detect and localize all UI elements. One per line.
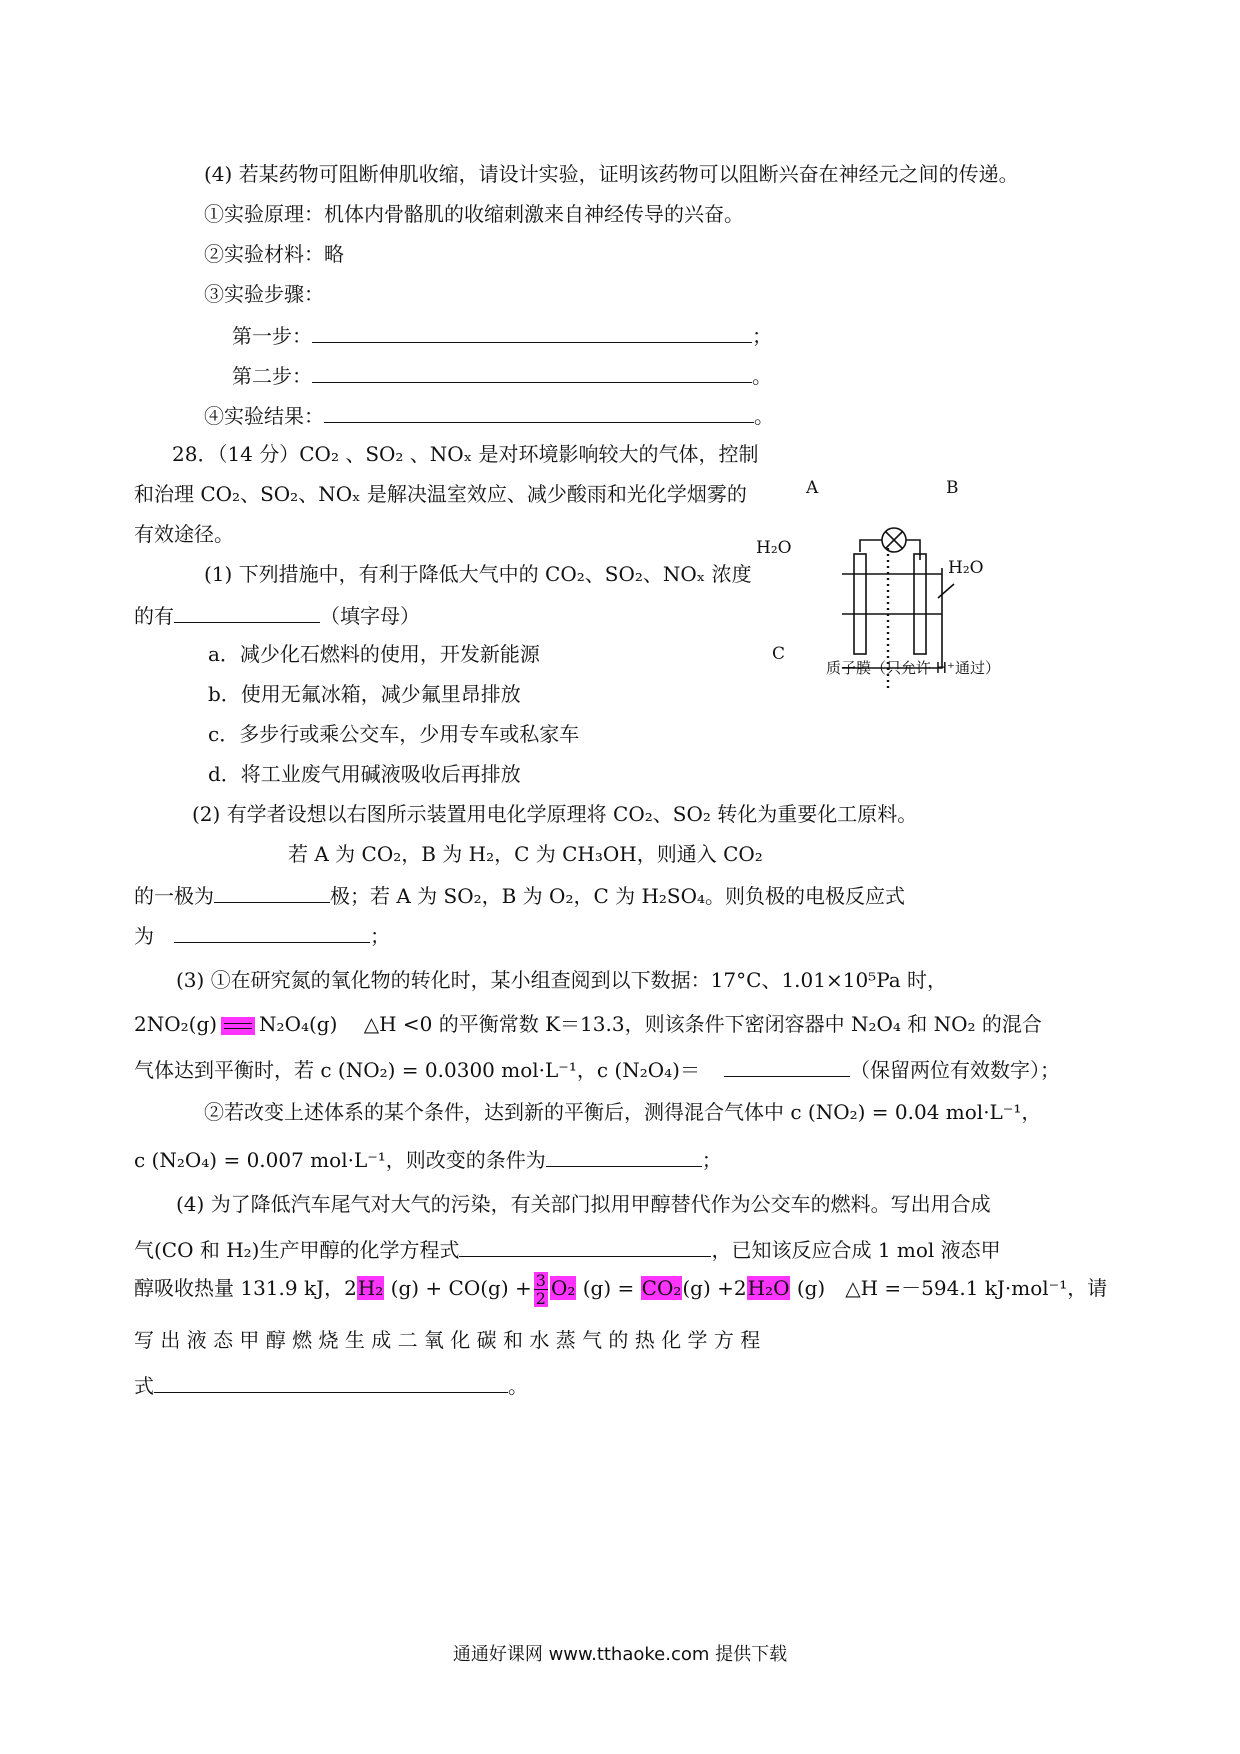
q27-step1	[232, 320, 772, 350]
q28-p3-line3	[134, 1054, 1060, 1084]
q28-intro-1: 28．（14 分）CO₂ 、SO₂ 、NOₓ 是对环境影响较大的气体，控制	[172, 442, 759, 466]
p2-mid: 极；若 A 为 SO₂，B 为 O₂，C 为 H₂SO₄。则负极的电极反应式	[330, 884, 906, 908]
label-h2o-left: H₂O	[756, 538, 792, 558]
q28-p2-line3	[134, 880, 905, 910]
p2-line4-end: ；	[370, 924, 390, 948]
p4-line2-end: ，已知该反应合成 1 mol 液态甲	[711, 1238, 1001, 1262]
option-d: d．将工业废气用碱液吸收后再排放	[208, 762, 521, 786]
step2-label: 第二步：	[232, 364, 312, 388]
p3-line3-start: 气体达到平衡时，若 c (NO₂) = 0.0300 mol·L⁻¹，c (N₂O₄)＝	[134, 1058, 700, 1082]
p4-line3-c: (g) =	[576, 1276, 641, 1300]
q27-steps-label: ③实验步骤：	[204, 282, 324, 306]
p4-line3-d: (g) +2	[682, 1276, 747, 1300]
methanol-synthesis-blank[interactable]	[459, 1234, 711, 1257]
label-b: B	[946, 478, 959, 498]
step2-answer-blank[interactable]	[312, 360, 752, 383]
q28-p1-line1: (1) 下列措施中，有利于降低大气中的 CO₂、SO₂、NOₓ 浓度	[204, 562, 752, 586]
n2o4-equation: N₂O₄(g) △H <0 的平衡常数 K＝13.3，则该条件下密闭容器中 N₂O₄ 和 NO₂ 的混合	[259, 1012, 1042, 1036]
p2-line4-prefix: 为	[134, 924, 154, 948]
q28-intro-2: 和治理 CO₂、SO₂、NOₓ 是解决温室效应、减少酸雨和光化学烟雾的	[134, 482, 747, 506]
q27-materials: ②实验材料：略	[204, 242, 344, 266]
p3-line5-end: ；	[701, 1148, 722, 1172]
q28-p1-line2	[134, 600, 420, 630]
equilibrium-arrow-icon	[221, 1017, 255, 1035]
p1-answer-blank[interactable]	[174, 600, 320, 623]
combustion-equation-blank[interactable]	[154, 1370, 508, 1393]
step1-label: 第一步：	[232, 324, 312, 348]
q28-p4-line3	[134, 1272, 1107, 1307]
p4-line5-start: 式	[134, 1374, 154, 1398]
option-b: b．使用无氟冰箱，减少氟里昂排放	[208, 682, 521, 706]
p4-line3-e: (g) △H =－594.1 kJ·mol⁻¹，请	[790, 1276, 1108, 1300]
right-wire	[906, 540, 920, 560]
label-c: C	[772, 644, 786, 664]
step2-end: 。	[752, 364, 772, 388]
p4-line2-start: 气(CO 和 H₂)生产甲醇的化学方程式	[134, 1238, 460, 1262]
q28-p4-line2	[134, 1234, 1001, 1264]
q28-p2-line2: 若 A 为 CO₂，B 为 H₂，C 为 CH₃OH，则通入 CO₂	[288, 842, 763, 866]
q28-p3-line5	[134, 1144, 722, 1174]
q28-p4-line5	[134, 1370, 528, 1400]
q27-result	[204, 400, 774, 430]
result-answer-blank[interactable]	[324, 400, 754, 423]
frac-numerator: 3	[535, 1271, 546, 1290]
p1-suffix: （填字母）	[320, 604, 420, 628]
label-h2o-right: H₂O	[948, 558, 984, 578]
electrode-reaction-blank[interactable]	[174, 920, 370, 943]
q28-p2-line4	[134, 920, 390, 950]
p4-line3-b: (g) + CO(g) +	[384, 1276, 532, 1300]
p4-line5-end: 。	[508, 1374, 528, 1398]
p4-line3-a: 醇吸收热量 131.9 kJ，2	[134, 1276, 357, 1300]
o2-highlight: O₂	[550, 1276, 576, 1300]
q27-part4-text: (4) 若某药物可阻断伸肌收缩，请设计实验，证明该药物可以阻断兴奋在神经元之间的传递。	[204, 162, 1019, 186]
left-electrode	[854, 554, 866, 654]
n2o4-conc-blank[interactable]	[724, 1054, 850, 1077]
h2o-right-leader	[938, 584, 954, 598]
right-electrode	[914, 554, 926, 654]
step1-answer-blank[interactable]	[312, 320, 752, 343]
q28-p4-line4: 写 出 液 态 甲 醇 燃 烧 生 成 二 氧 化 碳 和 水 蒸 气 的 热 化 学 方 程	[134, 1328, 761, 1352]
frac-denominator: 2	[535, 1289, 546, 1308]
h2o-highlight: H₂O	[747, 1276, 790, 1300]
left-wire	[860, 540, 882, 552]
q28-p3-line4: ②若改变上述体系的某个条件，达到新的平衡后，测得混合气体中 c (NO₂) = 0.04 mol·L⁻¹，	[204, 1100, 1042, 1124]
three-halves-fraction	[534, 1272, 548, 1307]
option-c: c．多步行或乘公交车，少用专车或私家车	[208, 722, 580, 746]
membrane-caption: 质子膜（只允许 H⁺通过）	[826, 659, 1000, 677]
h2-highlight: H₂	[357, 1276, 384, 1300]
p2-prefix: 的一极为	[134, 884, 214, 908]
footer-source: 通通好课网 www.tthaoke.com 提供下载	[452, 1644, 788, 1665]
p1-prefix: 的有	[134, 604, 174, 628]
cell-container	[842, 568, 942, 668]
p3-line5-start: c (N₂O₄) = 0.007 mol·L⁻¹，则改变的条件为	[134, 1148, 546, 1172]
q28-p2-line1: (2) 有学者设想以右图所示装置用电化学原理将 CO₂、SO₂ 转化为重要化工原料。	[192, 802, 918, 826]
result-label: ④实验结果：	[204, 404, 324, 428]
option-a: a．减少化石燃料的使用，开发新能源	[208, 642, 540, 666]
changed-condition-blank[interactable]	[546, 1144, 702, 1167]
q28-p3-line2	[134, 1010, 1042, 1038]
result-end: 。	[754, 404, 774, 428]
no2-reactant: 2NO₂(g)	[134, 1012, 218, 1036]
electrode-answer-blank[interactable]	[214, 880, 330, 903]
q28-p3-line1: (3) ①在研究氮的氧化物的转化时，某小组查阅到以下数据：17°C、1.01×10⁵Pa 时，	[176, 968, 948, 992]
co2-highlight: CO₂	[641, 1276, 682, 1300]
step1-end: ；	[752, 324, 772, 348]
q27-step2	[232, 360, 772, 390]
q28-intro-3: 有效途径。	[134, 522, 234, 546]
q27-principle: ①实验原理：机体内骨骼肌的收缩刺激来自神经传导的兴奋。	[204, 202, 744, 226]
q28-p4-line1: (4) 为了降低汽车尾气对大气的污染，有关部门拟用甲醇替代作为公交车的燃料。写出用合成	[176, 1192, 991, 1216]
label-a: A	[806, 478, 819, 498]
p3-line3-end: （保留两位有效数字）；	[849, 1058, 1060, 1082]
